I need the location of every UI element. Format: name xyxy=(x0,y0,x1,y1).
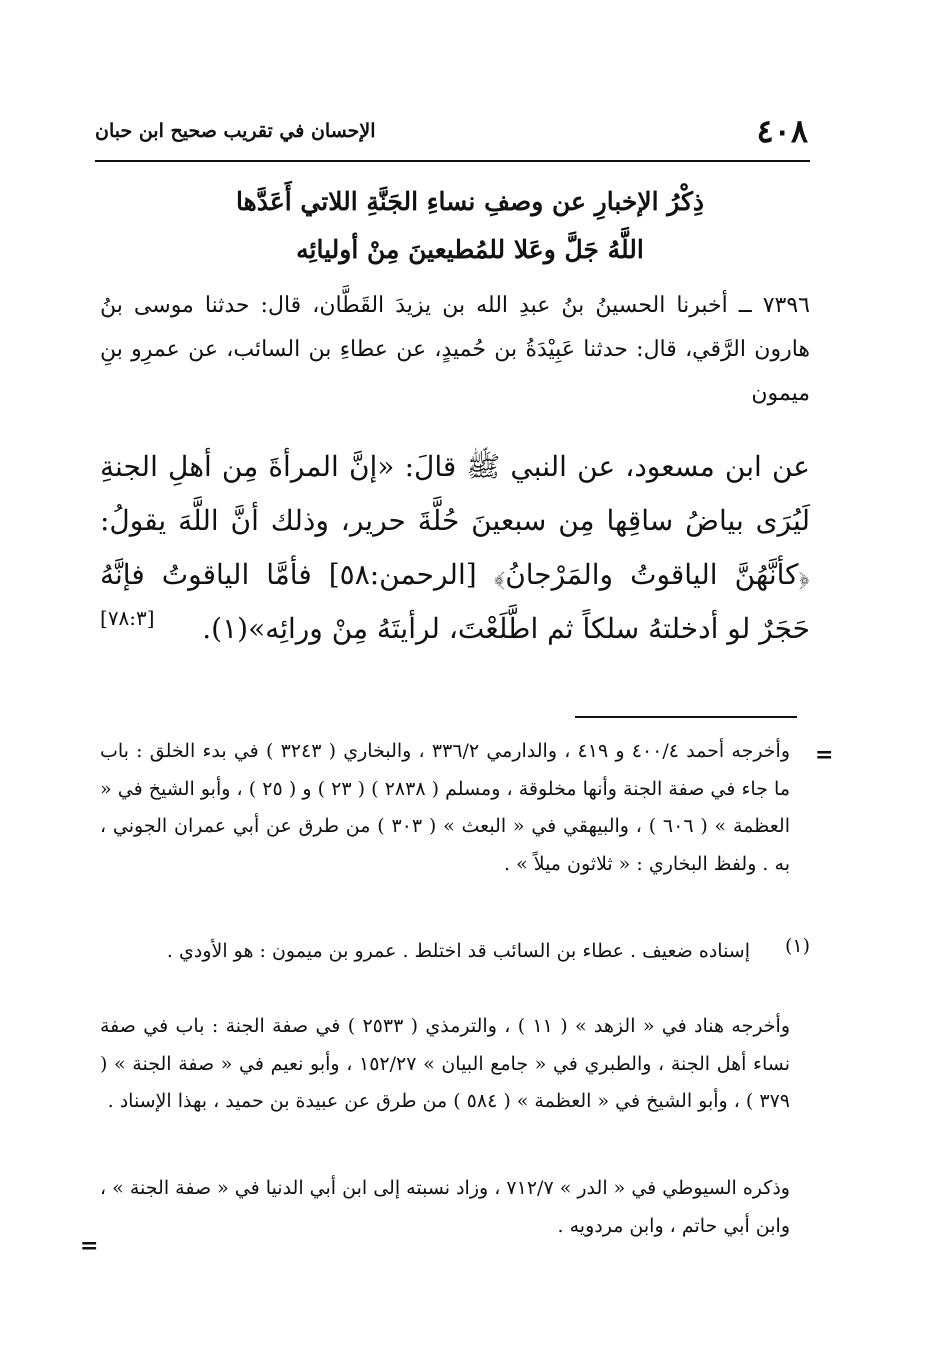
page-number: ٤٠٨ xyxy=(756,112,808,150)
footnote-1-paragraph-3: وذكره السيوطي في « الدر » ٧١٢/٧ ، وزاد نسبته إلى ابن أبي الدنيا في « صفة الجنة » ، وابن أبي حاتم ، وابن مردويه . xyxy=(100,1177,790,1237)
continuation-mark-top: = xyxy=(815,742,834,768)
hadith-grading: [٧٨:٣] xyxy=(100,606,155,630)
running-title: الإحسان في تقريب صحيح ابن حبان xyxy=(95,120,376,142)
header-rule xyxy=(95,160,810,162)
footnote-1-paragraph-2: وأخرجه هناد في « الزهد » ( ١١ ) ، والترمذي ( ٢٥٣٣ ) في صفة الجنة : باب في صفة نساء أهل الجنة ، والطبري في « جامع البيان » ١٥٢/٢٧ ، وأبو نعيم في « صفة الجنة » ( ٣٧٩ ) ، وأبو الشيخ في « العظمة » ( ٥٨٤ ) من طرق عن عبيدة بن حميد ، بهذا الإسناد . xyxy=(100,1015,791,1112)
footnote-separator xyxy=(575,716,797,718)
continuation-mark-bottom: = xyxy=(80,1233,99,1259)
footnote-carried-over: وأخرجه أحمد ٤٠٠/٤ و ٤١٩ ، والدارمي ٣٣٦/٢ ، والبخاري ( ٣٢٤٣ ) في بدء الخلق : باب ما جاء في صفة الجنة وأنها مخلوقة ، ومسلم ( ٢٨٣٨ ) ( ٢٣ ) و ( ٢٥ ) ، وأبو الشيخ في « العظمة » ( ٦٠٦ ) ، والبيهقي في « البعث » ( ٣٠٣ ) من طرق عن أبي عمران الجوني ، به . ولفظ البخاري : « ثلاثون ميلاً » . xyxy=(100,740,791,875)
chapter-heading-line-1: ذِكْرُ الإخبارِ عن وصفِ نساءِ الجَنَّةِ اللاتي أَعَدَّها xyxy=(235,187,705,216)
footnote-1-text: إسناده ضعيف . عطاء بن السائب قد اختلط . عمرو بن ميمون : هو الأودي . xyxy=(166,940,750,962)
chapter-heading xyxy=(150,178,790,274)
chapter-heading-line-2: اللَّهُ جَلَّ وعَلا للمُطيعينَ مِنْ أوليائِه xyxy=(296,235,644,264)
footnote-1-number: (١) xyxy=(784,935,810,957)
hadith-matn: عن ابن مسعود، عن النبي ﷺ قالَ: «إنَّ المرأةَ مِن أهلِ الجنةِ لَيُرَى بياضُ ساقِها مِن سبعينَ حُلَّةَ حرير، وذلك أنَّ اللَّهَ يقولُ: ﴿كأنَّهُنَّ الياقوتُ والمَرْجانُ﴾ [الرحمن:٥٨] فأمَّا الياقوتُ فإنَّهُ حَجَرٌ لو أدخلتهُ سلكاً ثم اطَّلَعْتَ، لرأيتَهُ مِنْ ورائِه»(١). xyxy=(100,450,810,645)
hadith-isnad: ٧٣٩٦ ــ أخبرنا الحسينُ بنُ عبدِ الله بن يزيدَ القَطَّان، قال: حدثنا موسى بنُ هارون الرَّقي، قال: حدثنا عَبِيْدَةُ بن حُميدٍ، عن عطاءِ بن السائب، عن عمرِو بنِ ميمون xyxy=(100,293,810,406)
